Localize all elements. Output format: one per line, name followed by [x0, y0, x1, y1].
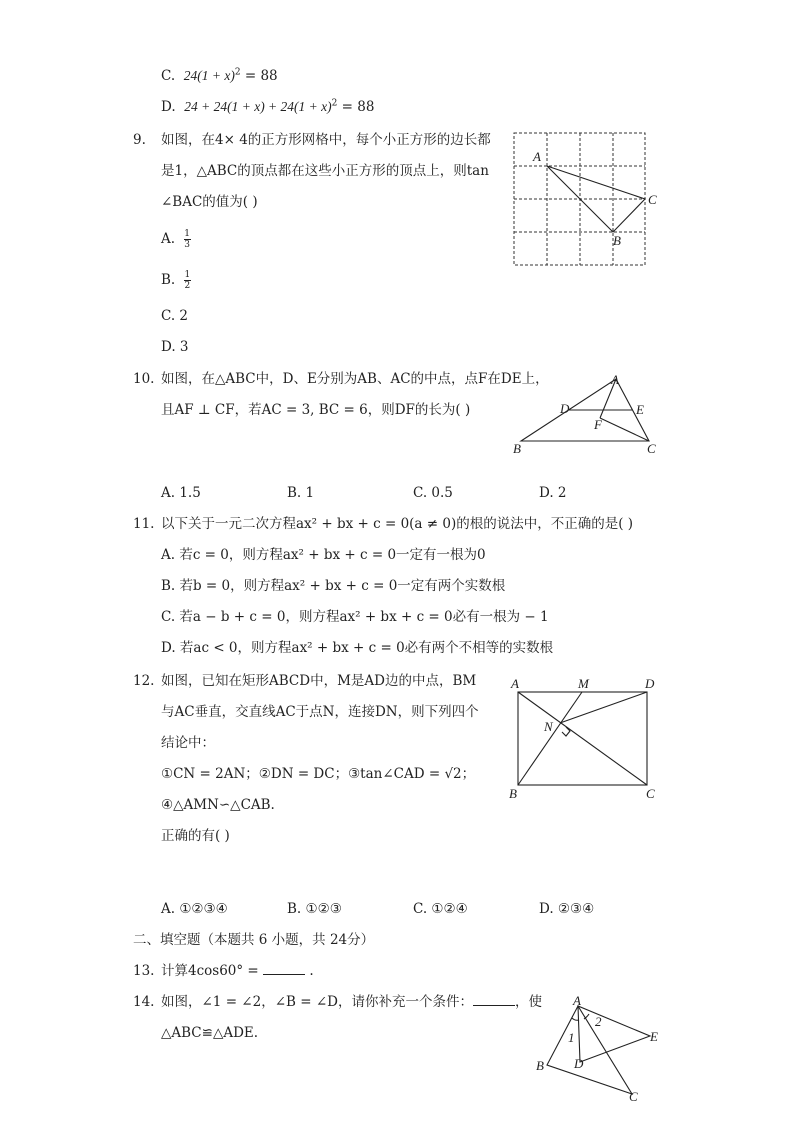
- q9-option-a[interactable]: [161, 229, 191, 250]
- q9-label-a: A: [533, 149, 541, 164]
- q11-option-a[interactable]: A. 若c = 0，则方程ax² + bx + c = 0一定有一根为0: [161, 547, 486, 563]
- q9-label-c: C: [648, 192, 657, 207]
- q14-stem-line2: △ABC≌△ADE.: [161, 1025, 259, 1041]
- option-label: C.: [161, 68, 176, 84]
- q14-label-e: E: [650, 1029, 658, 1044]
- numerator: 1: [184, 229, 190, 239]
- q10-option-d[interactable]: D. 2: [539, 485, 567, 501]
- q14-text-a: 如图，∠1 = ∠2，∠B = ∠D，请你补充一个条件：: [161, 994, 473, 1010]
- q12-number: 12.: [133, 673, 155, 689]
- q12-label-b: B: [509, 786, 517, 801]
- q12-label-d: D: [645, 676, 655, 691]
- denominator: 3: [184, 240, 190, 250]
- option-label: D.: [161, 99, 176, 115]
- q10-label-a: A: [611, 372, 619, 387]
- q10-stem-line1: 如图，在△ABC中，D、E分别为AB、AC的中点，点F在DE上，: [161, 371, 549, 387]
- exponent: 2: [234, 67, 241, 78]
- q10-segment-cf: [600, 418, 649, 441]
- option-label: A.: [161, 231, 176, 247]
- q12-option-b[interactable]: B. ①②③: [287, 901, 342, 917]
- q12-option-d[interactable]: D. ②③④: [539, 901, 595, 917]
- q9-label-b: B: [613, 233, 621, 248]
- q11-option-c[interactable]: C. 若a − b + c = 0，则方程ax² + bx + c = 0必有一根为 − 1: [161, 609, 549, 625]
- q14-label-2: 2: [595, 1014, 602, 1029]
- q12-segment-bm: [518, 692, 582, 785]
- q14-number: 14.: [133, 994, 155, 1010]
- q9-option-b[interactable]: [161, 270, 191, 291]
- q14-label-1: 1: [568, 1030, 575, 1045]
- q14-label-d: D: [574, 1056, 584, 1071]
- option-expression-tail: = 88: [240, 68, 278, 84]
- q9-stem-line3: ∠BAC的值为( ): [161, 194, 258, 210]
- q12-label-c: C: [646, 786, 655, 801]
- q14-label-b: B: [536, 1058, 544, 1073]
- q14-triangles-figure: [528, 992, 668, 1107]
- q14-text-b: ，使: [514, 994, 542, 1010]
- q14-answer-blank[interactable]: [473, 993, 515, 1006]
- q11-option-b[interactable]: B. 若b = 0，则方程ax² + bx + c = 0一定有两个实数根: [161, 578, 506, 594]
- q14-label-a: A: [573, 993, 581, 1008]
- q14-label-c: C: [629, 1089, 638, 1104]
- denominator: 2: [184, 281, 191, 291]
- option-expression: 24(1 + x): [183, 68, 235, 83]
- q12-conclusion-4: ④△AMN∽△CAB.: [161, 797, 275, 813]
- q10-number: 10.: [133, 371, 155, 387]
- q12-option-c[interactable]: C. ①②④: [413, 901, 468, 917]
- q10-option-b[interactable]: B. 1: [287, 485, 315, 501]
- q10-option-c[interactable]: C. 0.5: [413, 485, 453, 501]
- fraction-one-half: [184, 270, 191, 291]
- option-expression: 24 + 24(1 + x) + 24(1 + x): [184, 99, 332, 114]
- q10-label-f: F: [594, 417, 602, 432]
- q12-option-a[interactable]: A. ①②③④: [161, 901, 228, 917]
- q13-stem: [161, 962, 314, 980]
- q8-option-d: [161, 98, 374, 116]
- q14-triangle-abc: [547, 1006, 632, 1094]
- q12-diagonal-ac: [518, 692, 647, 785]
- option-label: B.: [161, 272, 176, 288]
- q12-label-n: N: [544, 719, 553, 734]
- numerator: 1: [184, 270, 191, 280]
- q9-number: 9.: [133, 132, 146, 148]
- q9-option-c[interactable]: C. 2: [161, 308, 189, 324]
- q10-label-b: B: [513, 441, 521, 456]
- q13-text: 计算4cos60° =: [161, 963, 259, 979]
- q9-stem-line2: 是1，△ABC的顶点都在这些小正方形的顶点上，则tan: [161, 163, 489, 179]
- q8-option-c: [161, 67, 278, 85]
- q12-stem-line2: 与AC垂直，交直线AC于点N，连接DN，则下列四个: [161, 704, 479, 720]
- section-heading-fill-in: 二、填空题（本题共 6 小题，共 24分）: [133, 932, 375, 948]
- q10-label-e: E: [636, 402, 644, 417]
- q10-triangle-figure: [505, 368, 665, 460]
- q13-answer-blank[interactable]: [263, 962, 305, 975]
- q12-label-m: M: [578, 676, 589, 691]
- q10-option-a[interactable]: A. 1.5: [161, 485, 201, 501]
- q12-segment-dn: [560, 692, 647, 723]
- q11-number: 11.: [133, 516, 155, 532]
- q13-period: .: [309, 963, 314, 979]
- q9-option-d[interactable]: D. 3: [161, 339, 189, 355]
- q12-rectangle-figure: [505, 675, 665, 805]
- q11-stem: 以下关于一元二次方程ax² + bx + c = 0(a ≠ 0)的根的说法中，不正确的是( ): [161, 516, 634, 532]
- q13-number: 13.: [133, 963, 155, 979]
- q10-stem-line2: 且AF ⊥ CF，若AC = 3, BC = 6，则DF的长为( ): [161, 402, 471, 418]
- q12-label-a: A: [511, 676, 519, 691]
- q12-conclusions-1-3: ①CN = 2AN；②DN = DC；③tan∠CAD = √2；: [161, 766, 476, 782]
- q12-stem-line1: 如图，已知在矩形ABCD中，M是AD边的中点，BM: [161, 673, 477, 689]
- q12-question: 正确的有( ): [161, 828, 230, 844]
- exponent: 2: [331, 98, 338, 109]
- q11-option-d[interactable]: D. 若ac < 0，则方程ax² + bx + c = 0必有两个不相等的实数根: [161, 640, 554, 656]
- q10-label-c: C: [647, 441, 656, 456]
- option-expression-tail: = 88: [337, 99, 375, 115]
- q12-stem-line3: 结论中：: [161, 735, 215, 751]
- fraction-one-third: [184, 229, 191, 250]
- q10-label-d: D: [560, 401, 570, 416]
- q9-stem-line1: 如图，在4× 4的正方形网格中，每个小正方形的边长都: [161, 132, 491, 148]
- q14-stem-line1: [161, 993, 542, 1011]
- q9-grid-figure: [500, 125, 660, 275]
